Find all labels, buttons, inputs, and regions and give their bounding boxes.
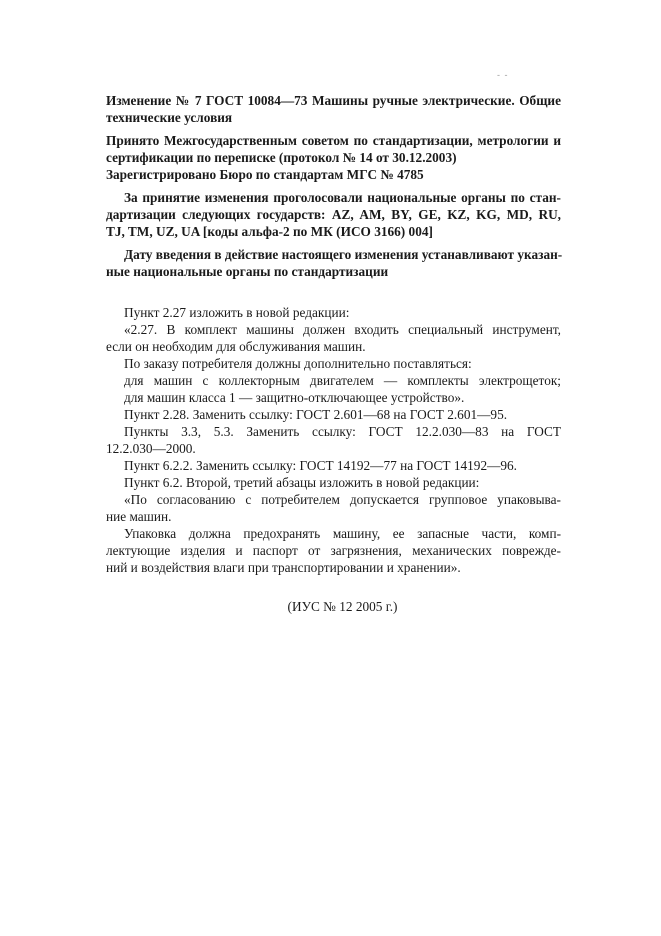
body-line: если он необходим для обслуживания машин. — [106, 339, 366, 354]
body-line: ние машин. — [106, 509, 172, 524]
date-line: Дату введения в действие настоящего изменения устанавливают указан- — [124, 247, 563, 262]
body-line: Пункт 6.2.2. Заменить ссылку: ГОСТ 14192—77 на ГОСТ 14192—96. — [124, 458, 518, 473]
adoption-info — [106, 132, 561, 183]
body-line: «2.27. В комплект машины должен входить специальный инструмент, — [124, 322, 561, 337]
body-line: Упаковка должна предохранять машину, ее запасные части, комп- — [124, 526, 561, 541]
body-line: 12.2.030—2000. — [106, 441, 196, 456]
corner-mark: - - — [497, 70, 509, 80]
body-line: для машин класса 1 — защитно-отключающее устройство». — [124, 390, 465, 405]
body-line: «По согласованию с потребителем допускается групповое упаковыва- — [124, 492, 561, 507]
body-line: лектующие изделия и паспорт от загрязнения, механических поврежде- — [106, 543, 561, 558]
effective-date-info — [106, 246, 561, 280]
amendment-title — [106, 92, 561, 126]
title-line: Изменение № 7 ГОСТ 10084—73 Машины ручные электрические. Общие — [106, 93, 561, 108]
registered-line: Зарегистрировано Бюро по стандартам МГС № 4785 — [106, 167, 424, 182]
body-line: Пункт 2.27 изложить в новой редакции: — [124, 305, 350, 320]
source-note: (ИУС № 12 2005 г.) — [287, 599, 398, 614]
document-page — [106, 92, 561, 615]
body-line: Пункт 2.28. Заменить ссылку: ГОСТ 2.601—68 на ГОСТ 2.601—95. — [124, 407, 508, 422]
voted-line: дартизации следующих государств: AZ, AM, BY, GE, KZ, KG, MD, RU, — [106, 207, 561, 222]
title-line: технические условия — [106, 110, 233, 125]
adopted-line: Принято Межгосударственным советом по стандартизации, метрологии и — [106, 133, 561, 148]
adopted-line: сертификации по переписке (протокол № 14 от 30.12.2003) — [106, 150, 457, 165]
voted-line: TJ, TM, UZ, UA [коды альфа-2 по МК (ИСО 3166) 004] — [106, 224, 433, 239]
body-line: По заказу потребителя должны дополнительно поставляться: — [124, 356, 472, 371]
body-line: ний и воздействия влаги при транспортировании и хранении». — [106, 560, 461, 575]
body-line: Пункт 6.2. Второй, третий абзацы изложить в новой редакции: — [124, 475, 480, 490]
voted-line: За принятие изменения проголосовали национальные органы по стан- — [124, 190, 561, 205]
date-line: ные национальные органы по стандартизации — [106, 264, 389, 279]
amendment-body — [106, 304, 561, 576]
body-line: Пункты 3.3, 5.3. Заменить ссылку: ГОСТ 12.2.030—83 на ГОСТ — [124, 424, 561, 439]
body-line: для машин с коллекторным двигателем — комплекты электрощеток; — [124, 373, 561, 388]
voting-info — [106, 189, 561, 240]
